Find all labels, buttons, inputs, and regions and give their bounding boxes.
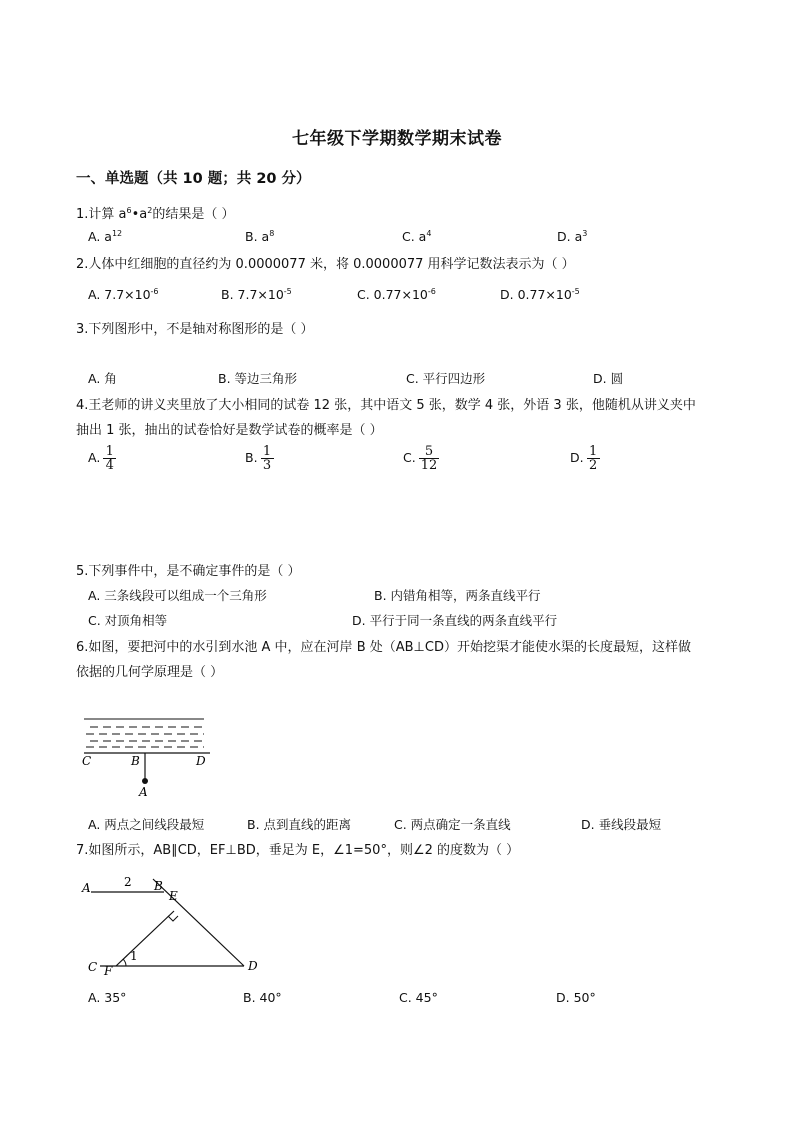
q6-option-b[interactable]: B. 点到直线的距离 bbox=[247, 817, 352, 832]
label-d: D bbox=[196, 754, 206, 768]
q5-option-b[interactable]: B. 内错角相等，两条直线平行 bbox=[374, 588, 541, 603]
label-a: A bbox=[82, 881, 91, 895]
q1-stem-part: 1.计算 a bbox=[76, 207, 127, 222]
q6-option-a[interactable]: A. 两点之间线段最短 bbox=[88, 817, 205, 832]
option-exponent: -6 bbox=[427, 287, 436, 296]
q2-option-c[interactable] bbox=[357, 287, 436, 302]
fraction bbox=[262, 445, 273, 472]
q7-option-a[interactable]: A. 35° bbox=[88, 990, 127, 1005]
option-exponent: 4 bbox=[426, 229, 432, 238]
q1-exponent: 6 bbox=[126, 206, 132, 215]
option-text: C. bbox=[403, 450, 416, 465]
numerator: 5 bbox=[424, 444, 434, 459]
question-7-stem: 7.如图所示，AB∥CD，EF⊥BD，垂足为 E，∠1=50°，则∠2 的度数为（ ） bbox=[76, 843, 520, 858]
option-exponent: 8 bbox=[269, 229, 275, 238]
question-4-stem-line1: 4.王老师的讲义夹里放了大小相同的试卷 12 张，其中语文 5 张，数学 4 张，外语 3 张，他随机从讲义夹中 bbox=[76, 398, 696, 413]
q1-exponent: 2 bbox=[147, 206, 153, 215]
option-text: C. 0.77×10 bbox=[357, 287, 428, 302]
question-6-stem-line1: 6.如图，要把河中的水引到水池 A 中，应在河岸 B 处（AB⊥CD）开始挖渠才能使水渠的长度最短，这样做 bbox=[76, 640, 691, 655]
denominator: 12 bbox=[420, 458, 438, 473]
label-a: A bbox=[139, 785, 148, 799]
q7-option-c[interactable]: C. 45° bbox=[399, 990, 438, 1005]
q4-option-b[interactable] bbox=[245, 445, 273, 472]
q4-option-d[interactable] bbox=[570, 445, 599, 472]
option-text: D. a bbox=[557, 229, 583, 244]
option-exponent: 3 bbox=[582, 229, 588, 238]
q3-option-a[interactable]: A. 角 bbox=[88, 371, 117, 386]
q5-option-c[interactable]: C. 对顶角相等 bbox=[88, 613, 168, 628]
label-b: B bbox=[154, 879, 163, 893]
option-text: A. a bbox=[88, 229, 112, 244]
question-2-stem: 2.人体中红细胞的直径约为 0.0000077 米，将 0.0000077 用科学记数法表示为（ ） bbox=[76, 257, 575, 272]
fraction bbox=[588, 445, 599, 472]
q1-option-c[interactable] bbox=[402, 229, 431, 244]
q3-option-d[interactable]: D. 圆 bbox=[593, 371, 624, 386]
q6-option-c[interactable]: C. 两点确定一条直线 bbox=[394, 817, 511, 832]
q5-option-a[interactable]: A. 三条线段可以组成一个三角形 bbox=[88, 588, 267, 603]
option-text: A. bbox=[88, 450, 101, 465]
option-exponent: 12 bbox=[111, 229, 123, 238]
numerator: 1 bbox=[105, 444, 114, 459]
numerator: 1 bbox=[262, 444, 272, 459]
q7-option-d[interactable]: D. 50° bbox=[556, 990, 596, 1005]
question-4-stem-line2: 抽出 1 张，抽出的试卷恰好是数学试卷的概率是（ ） bbox=[76, 423, 383, 438]
q6-option-d[interactable]: D. 垂线段最短 bbox=[581, 817, 662, 832]
denominator: 2 bbox=[588, 458, 598, 473]
q2-option-d[interactable] bbox=[500, 287, 580, 302]
fraction bbox=[104, 445, 115, 472]
question-3-stem: 3.下列图形中，不是轴对称图形的是（ ） bbox=[76, 322, 314, 337]
option-text: D. 0.77×10 bbox=[500, 287, 572, 302]
question-5-stem: 5.下列事件中，是不确定事件的是（ ） bbox=[76, 564, 301, 579]
pool-point bbox=[142, 778, 148, 784]
option-text: C. a bbox=[402, 229, 427, 244]
q1-option-a[interactable] bbox=[88, 229, 122, 244]
q2-option-a[interactable] bbox=[88, 287, 159, 302]
numerator: 1 bbox=[588, 444, 598, 459]
label-f: F bbox=[104, 964, 113, 978]
page-title: 七年级下学期数学期末试卷 bbox=[292, 129, 502, 149]
denominator: 4 bbox=[105, 458, 114, 473]
label-b: B bbox=[131, 754, 140, 768]
label-e: E bbox=[169, 889, 178, 903]
label-c: C bbox=[82, 754, 92, 768]
q4-option-c[interactable] bbox=[403, 445, 438, 472]
option-text: A. 7.7×10 bbox=[88, 287, 151, 302]
option-text: D. bbox=[570, 450, 584, 465]
option-exponent: -5 bbox=[283, 287, 292, 296]
q3-option-b[interactable]: B. 等边三角形 bbox=[218, 371, 298, 386]
label-d: D bbox=[248, 959, 258, 973]
option-text: B. a bbox=[245, 229, 270, 244]
q4-option-a[interactable] bbox=[88, 445, 115, 472]
question-1-stem bbox=[76, 203, 234, 222]
parallel-lines-figure bbox=[76, 868, 276, 980]
label-c: C bbox=[88, 960, 98, 974]
option-text: B. 7.7×10 bbox=[221, 287, 284, 302]
fraction bbox=[420, 445, 439, 472]
denominator: 3 bbox=[262, 458, 272, 473]
option-text: B. bbox=[245, 450, 258, 465]
river-figure bbox=[76, 710, 221, 800]
q1-stem-part: •a bbox=[131, 207, 148, 222]
q7-option-b[interactable]: B. 40° bbox=[243, 990, 282, 1005]
q1-stem-part: 的结果是（ ） bbox=[152, 207, 235, 222]
option-exponent: -6 bbox=[150, 287, 159, 296]
question-6-stem-line2: 依据的几何学原理是（ ） bbox=[76, 665, 224, 680]
option-exponent: -5 bbox=[571, 287, 580, 296]
label-angle-1: 1 bbox=[130, 949, 138, 963]
q1-option-d[interactable] bbox=[557, 229, 587, 244]
q1-option-b[interactable] bbox=[245, 229, 274, 244]
q3-option-c[interactable]: C. 平行四边形 bbox=[406, 371, 486, 386]
q2-option-b[interactable] bbox=[221, 287, 292, 302]
label-angle-2: 2 bbox=[124, 875, 132, 889]
section-heading: 一、单选题（共 10 题；共 20 分） bbox=[76, 171, 311, 187]
q5-option-d[interactable]: D. 平行于同一条直线的两条直线平行 bbox=[352, 613, 558, 628]
